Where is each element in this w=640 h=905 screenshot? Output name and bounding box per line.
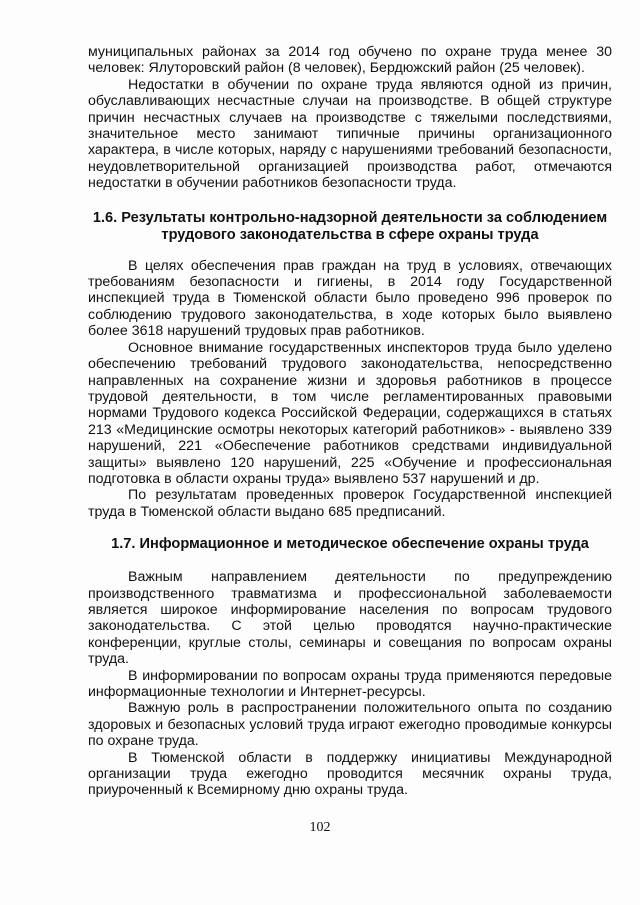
paragraph-prescriptions: По результатам проведенных проверок Государственной инспекцией труда в Тюменской области выдано 685 предписаний. bbox=[88, 487, 612, 520]
paragraph-training-shortcomings: Недостатки в обучении по охране труда являются одной из причин, обуславливающих несчастные случаи на производстве. В общей структуре причин несчастных случаев на производстве с тяжелыми последствиями, значительное место занимают типичные причины организационного характера, в числе которых, наряду с нарушениями требований безопасности, неудовлетворительной организацией производства работ, отмечаются недостатки в обучении работников безопасности труда. bbox=[88, 76, 612, 192]
paragraph-informing: Важным направлением деятельности по предупреждению производственного травматизма и профессиональной заболеваемости является широкое информирование населения по вопросам трудового законодательства. С этой целью проводятся научно-практические конференции, круглые столы, семинары и совещания по вопросам охраны труда. bbox=[88, 569, 612, 668]
page-body bbox=[88, 44, 612, 799]
paragraph-continuation: муниципальных районах за 2014 год обучено по охране труда менее 30 человек: Ялуторовский район (8 человек), Бердюжский район (25 человек). bbox=[88, 44, 612, 77]
paragraph-technologies: В информировании по вопросам охраны труда применяются передовые информационные технологии и Интернет-ресурсы. bbox=[88, 667, 612, 700]
paragraph-contests: Важную роль в распространении положительного опыта по созданию здоровых и безопасных условий труда играют ежегодно проводимые конкурсы по охране труда. bbox=[88, 700, 612, 750]
section-heading-1-6: 1.6. Результаты контрольно-надзорной деятельности за соблюдением трудового законодательства в сфере охраны труда bbox=[92, 209, 608, 243]
paragraph-inspections: В целях обеспечения прав граждан на труд в условиях, отвечающих требованиям безопасности и гигиены, в 2014 году Государственной инспекцией труда в Тюменской области было проведено 996 проверок по соблюдению трудового законодательства, в ходе которых было выявлено более 3618 нарушений трудовых прав работников. bbox=[88, 257, 612, 340]
paragraph-safety-month: В Тюменской области в поддержку инициативы Международной организации труда ежегодно проводится месячник охраны труда, приуроченный к Всемирному дню охраны труда. bbox=[88, 749, 612, 799]
paragraph-inspector-focus: Основное внимание государственных инспекторов труда было уделено обеспечению требований трудового законодательства, непосредственно направленных на сохранение жизни и здоровья работников в процессе трудовой деятельности, в том числе регламентированных правовыми нормами Трудового кодекса Российской Федерации, содержащихся в статьях 213 «Медицинские осмотры некоторых категорий работников» - выявлено 339 нарушений, 221 «Обеспечение работников средствами индивидуальной защиты» выявлено 120 нарушений, 225 «Обучение и профессиональная подготовка в области охраны труда» выявлено 537 нарушений и др. bbox=[88, 339, 612, 487]
page-number: 102 bbox=[309, 820, 331, 835]
section-heading-1-7: 1.7. Информационное и методическое обеспечение охраны труда bbox=[111, 536, 589, 553]
